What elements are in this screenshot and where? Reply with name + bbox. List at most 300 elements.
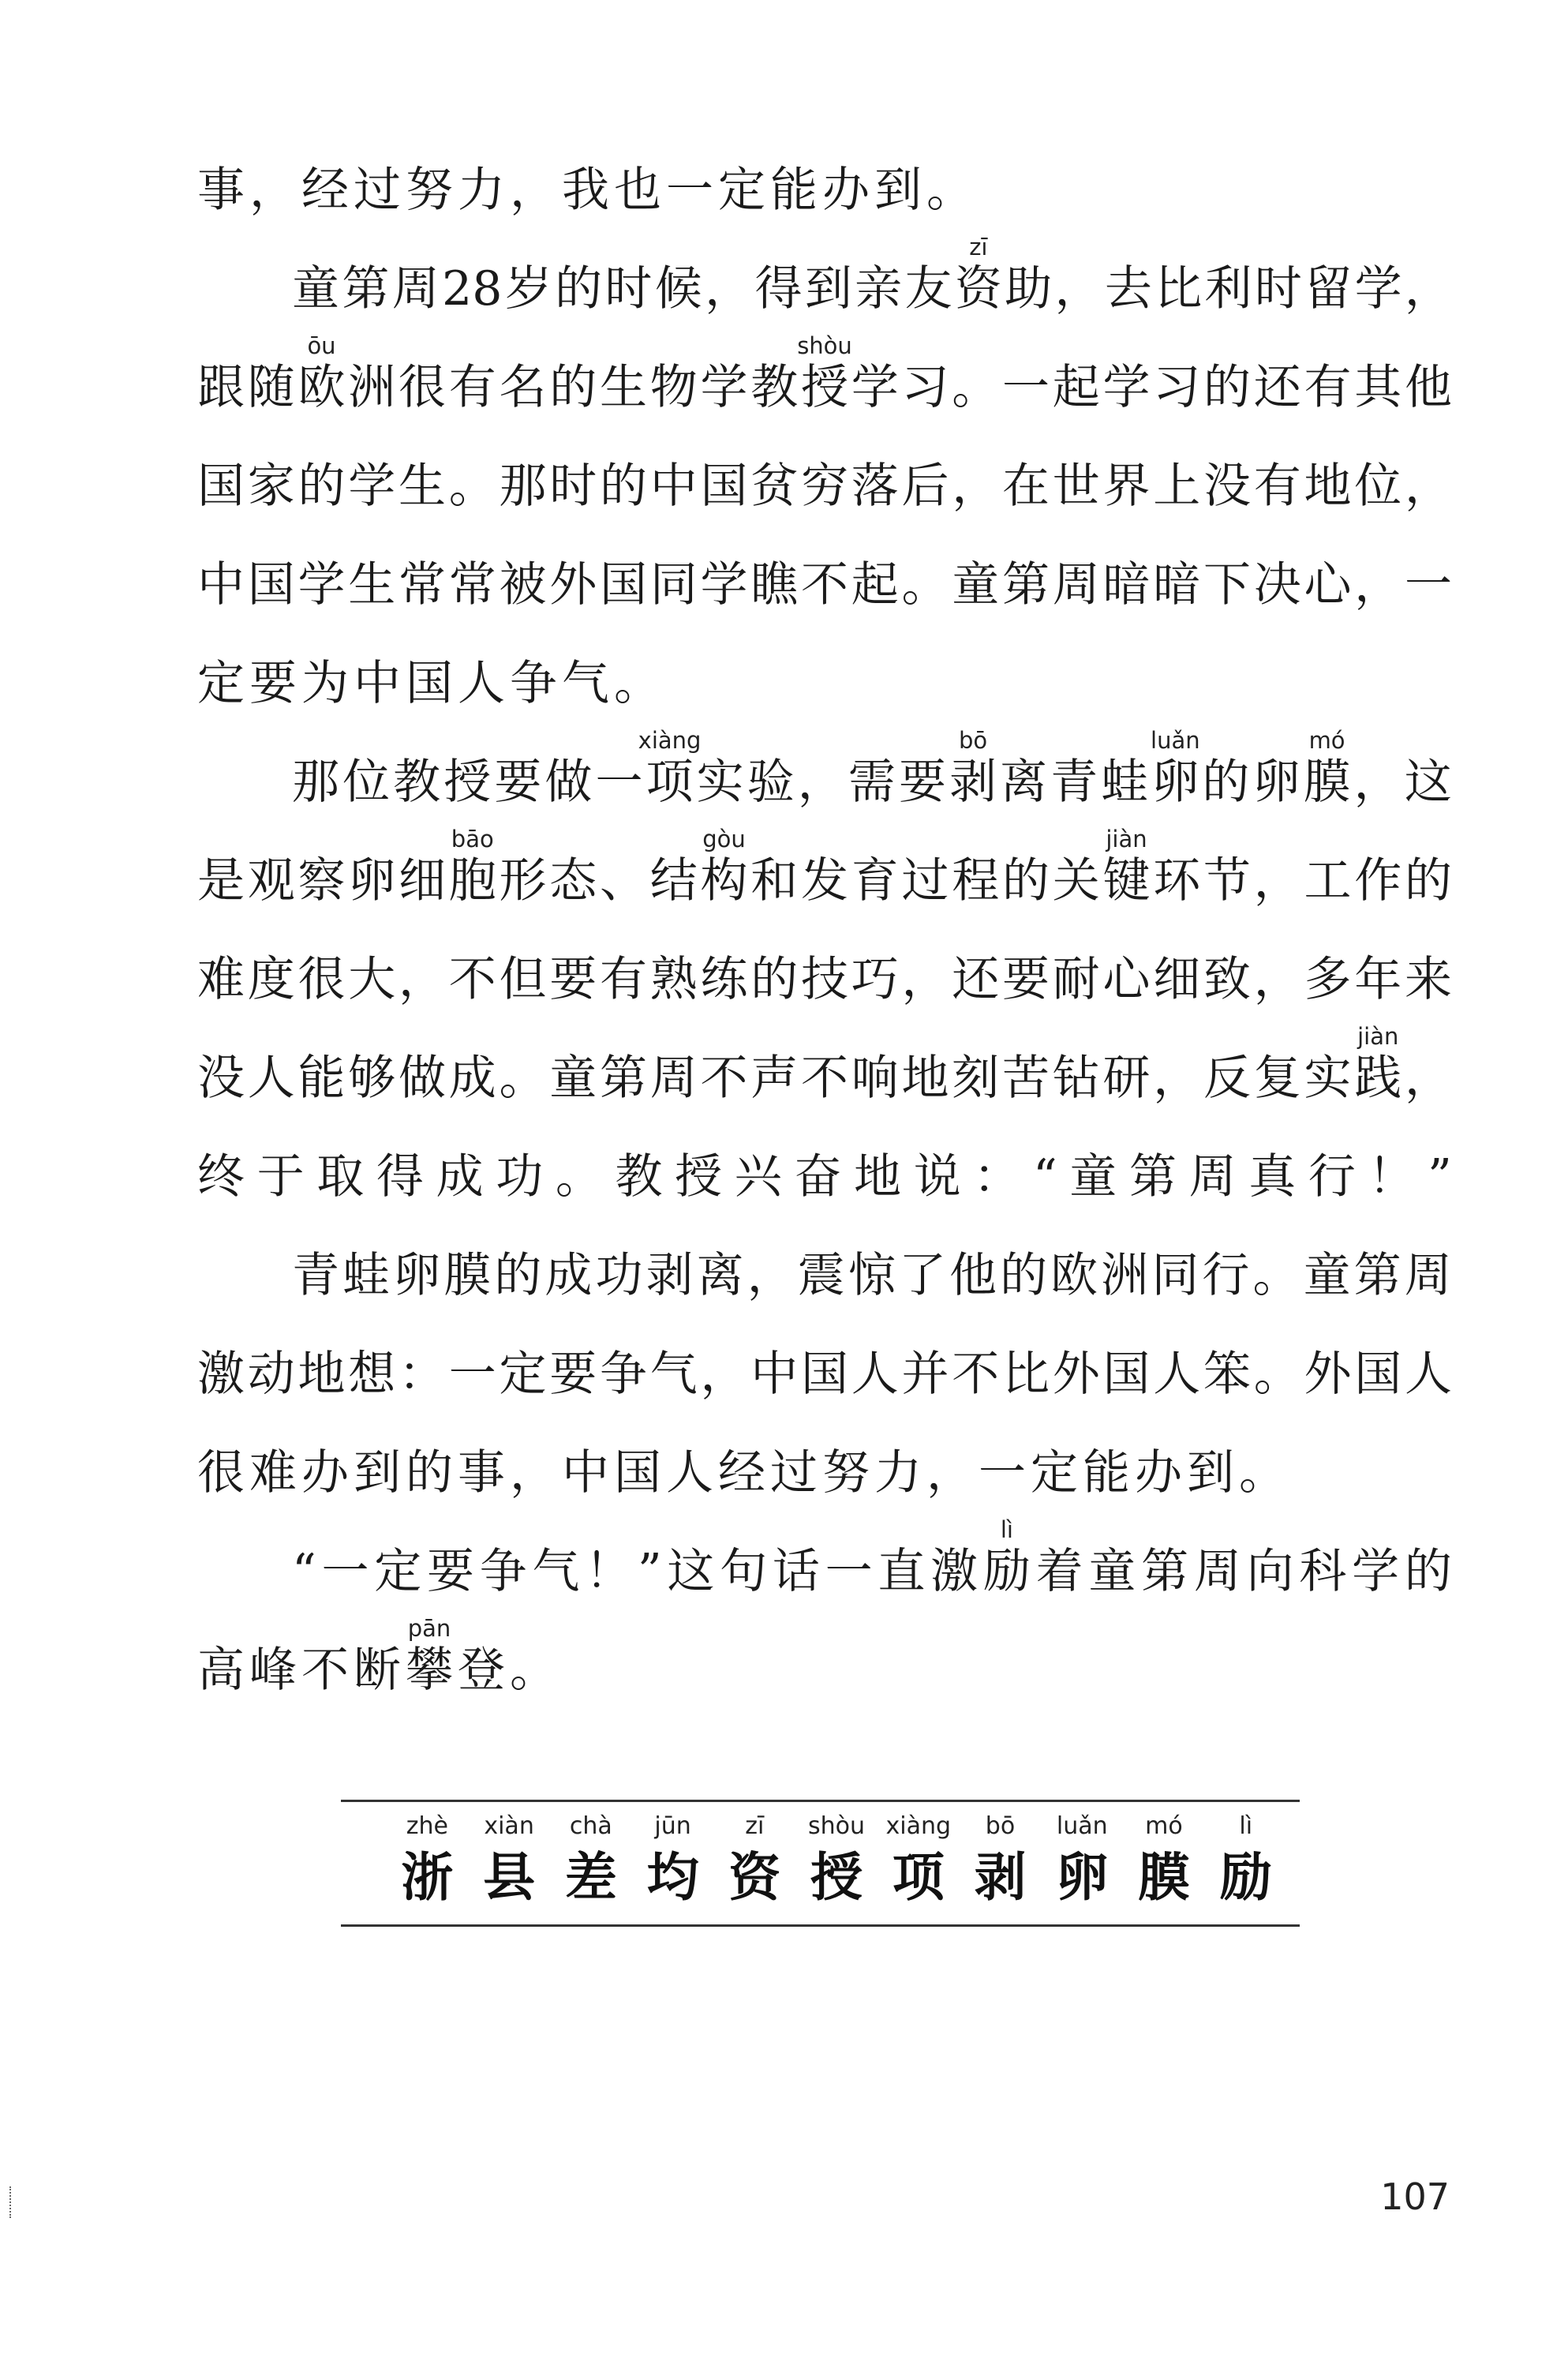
character <box>798 1247 845 1304</box>
character-text: 终 <box>197 1149 245 1205</box>
character-text: 欧 <box>298 360 346 415</box>
character-text: 授 <box>801 360 848 415</box>
character <box>298 852 346 909</box>
character <box>500 458 547 515</box>
character <box>1252 1247 1300 1304</box>
annotated-character <box>1102 826 1151 909</box>
character <box>406 655 453 712</box>
character <box>604 260 652 317</box>
character <box>854 1148 901 1205</box>
character-text: 争 <box>479 1544 527 1599</box>
character-text: 很 <box>197 1445 245 1501</box>
character-text: ， <box>901 952 949 1007</box>
character <box>399 1346 446 1403</box>
character <box>646 1247 694 1304</box>
character <box>1101 754 1148 811</box>
annotated-character <box>700 826 748 909</box>
character <box>197 1444 245 1501</box>
character <box>1005 260 1052 317</box>
character <box>1083 1444 1130 1501</box>
character-text: 的 <box>298 459 346 514</box>
character-text: 第 <box>1002 557 1050 613</box>
vocab-pinyin: bō <box>985 1812 1016 1840</box>
vocab-item <box>796 1804 878 1914</box>
character-text: 得 <box>376 1149 424 1205</box>
character-text: 童 <box>1069 1149 1117 1205</box>
character <box>406 1444 453 1501</box>
character <box>399 852 446 909</box>
character <box>1205 260 1252 317</box>
character <box>1304 556 1352 613</box>
character-text: 剥 <box>646 1248 694 1303</box>
character <box>902 1346 949 1403</box>
character-text: ， <box>1405 1051 1452 1106</box>
character <box>298 1050 346 1107</box>
character <box>248 852 295 909</box>
character <box>1153 852 1200 909</box>
character <box>750 458 798 515</box>
character-text: 了 <box>898 1248 946 1303</box>
character-text: 的 <box>549 360 597 415</box>
character <box>1354 754 1401 811</box>
character-text: 能 <box>298 1051 346 1106</box>
character-text: 刻 <box>952 1051 1000 1106</box>
character-text: 直 <box>878 1544 926 1599</box>
text-line <box>197 826 1452 909</box>
character <box>374 1543 421 1600</box>
character <box>747 1247 795 1304</box>
character-text: 于 <box>256 1149 305 1205</box>
annotated-character <box>797 332 852 416</box>
character-text: 利 <box>1204 261 1252 317</box>
character <box>1255 260 1302 317</box>
vocab-item <box>1042 1804 1123 1914</box>
character <box>249 162 297 219</box>
character <box>952 951 999 1008</box>
character <box>406 162 453 219</box>
annotated-character <box>298 332 346 416</box>
character <box>770 162 818 219</box>
character-text: 气 <box>562 656 609 711</box>
character-text: 行 <box>1308 1149 1356 1205</box>
character <box>902 951 949 1008</box>
character-text: 来 <box>1405 952 1452 1007</box>
character-text: 国 <box>406 656 453 711</box>
character <box>1405 260 1452 317</box>
character <box>1050 754 1098 811</box>
character <box>494 1247 541 1304</box>
vocab-item <box>1205 1804 1286 1914</box>
character <box>801 458 848 515</box>
character-text: 友 <box>904 261 952 317</box>
character-text: 留 <box>1304 261 1353 317</box>
character <box>197 951 245 1008</box>
character <box>595 1247 642 1304</box>
character-text: ！ <box>1368 1149 1416 1205</box>
character <box>562 162 609 219</box>
character-text: ， <box>797 755 845 810</box>
character <box>805 260 852 317</box>
character-text: 键 <box>1102 853 1151 909</box>
character-text: 过 <box>901 853 949 909</box>
character <box>1203 951 1251 1008</box>
character <box>1308 1148 1356 1205</box>
character-text: 中 <box>354 656 401 711</box>
character <box>914 1148 961 1205</box>
character-text: 说 <box>913 1149 961 1205</box>
character <box>904 260 952 317</box>
character <box>750 556 798 613</box>
character <box>1354 556 1401 613</box>
character <box>354 1444 401 1501</box>
character-text: 断 <box>354 1643 401 1698</box>
character-text: 激 <box>930 1544 979 1599</box>
character-text: 还 <box>1253 360 1301 415</box>
character <box>494 754 541 811</box>
character-text: 技 <box>801 952 848 1007</box>
character <box>1053 951 1100 1008</box>
character <box>1053 359 1100 416</box>
character-text: 洲 <box>1101 1248 1149 1303</box>
character-text: 到 <box>874 163 922 218</box>
vocab-character: 膜 <box>1137 1847 1190 1908</box>
character <box>556 1148 603 1205</box>
character-text: 生 <box>348 557 396 613</box>
character-text: 学 <box>298 557 346 613</box>
text-line <box>197 1023 1452 1107</box>
character-text: 要 <box>1002 952 1050 1007</box>
character <box>1405 1247 1452 1304</box>
character <box>794 1148 841 1205</box>
character-text: 学 <box>348 459 396 514</box>
character-text: ！ <box>585 1544 633 1599</box>
character <box>249 655 297 712</box>
character <box>480 1543 527 1600</box>
character <box>1254 556 1301 613</box>
character-text: 蛙 <box>342 1248 391 1303</box>
character <box>902 359 949 416</box>
character <box>197 162 245 219</box>
character <box>701 458 748 515</box>
character-text: 峰 <box>249 1643 297 1698</box>
pinyin-annotation: shòu <box>797 332 852 359</box>
annotated-character <box>638 727 702 811</box>
vocab-item <box>714 1804 795 1914</box>
character <box>1304 260 1352 317</box>
text-line <box>292 727 1452 811</box>
character <box>701 951 748 1008</box>
character <box>399 556 446 613</box>
character-text: 周 <box>391 261 440 317</box>
character-text: 很 <box>399 360 446 415</box>
character <box>600 1050 647 1107</box>
character <box>825 1543 873 1600</box>
character-text: 中 <box>197 557 245 613</box>
character-text: 为 <box>301 656 349 711</box>
character-text: 学 <box>1102 360 1151 415</box>
character-text: 的 <box>555 261 603 317</box>
character <box>600 556 647 613</box>
text-line <box>197 655 1452 712</box>
annotated-character <box>954 234 1002 317</box>
vocab-pinyin: lì <box>1239 1812 1253 1840</box>
character <box>1151 1247 1199 1304</box>
pinyin-annotation: ōu <box>307 332 336 359</box>
character-text: 第 <box>600 1051 647 1106</box>
character <box>650 1346 698 1403</box>
character <box>735 1148 782 1205</box>
character <box>458 655 505 712</box>
character <box>1304 359 1352 416</box>
character-text: 奋 <box>794 1149 842 1205</box>
character <box>801 852 848 909</box>
character <box>1254 1050 1301 1107</box>
character-text: 童 <box>292 261 339 317</box>
character <box>1354 852 1401 909</box>
character <box>1053 556 1100 613</box>
character-text: ， <box>705 261 753 317</box>
character-text: 中 <box>750 1347 799 1402</box>
character-text: 第 <box>1128 1149 1177 1205</box>
character <box>544 754 592 811</box>
character-text: 。 <box>1253 1347 1301 1402</box>
character-text: 是 <box>197 853 245 909</box>
character-text: 候 <box>654 261 702 317</box>
pinyin-annotation: mó <box>1308 727 1345 754</box>
character-text: 膜 <box>1303 755 1351 810</box>
character-text: 事 <box>458 1445 505 1501</box>
character <box>1254 458 1301 515</box>
character <box>595 754 642 811</box>
character-text: 地 <box>901 1051 949 1106</box>
character-text: 的 <box>1203 360 1251 415</box>
character <box>1203 852 1251 909</box>
character-text: 这 <box>667 1544 715 1599</box>
character <box>1189 1148 1237 1205</box>
character <box>899 1247 946 1304</box>
character <box>505 260 552 317</box>
character-text: 的 <box>600 459 647 514</box>
character-text: 蛙 <box>1101 755 1149 810</box>
character <box>1304 1247 1351 1304</box>
vocab-item <box>469 1804 550 1914</box>
character-text: 定 <box>374 1544 422 1599</box>
character-text: 学 <box>700 360 748 415</box>
character <box>1002 556 1050 613</box>
character-text: “ <box>292 1544 316 1599</box>
character-text: 察 <box>298 853 346 909</box>
character-text: 到 <box>804 261 852 317</box>
character-text: 力 <box>874 1445 922 1501</box>
character <box>510 1444 557 1501</box>
character <box>851 852 899 909</box>
character-text: 童 <box>549 1051 597 1106</box>
character-text: 国 <box>600 557 647 613</box>
character <box>801 951 848 1008</box>
character <box>298 951 346 1008</box>
character <box>1304 1050 1352 1107</box>
vocab-item <box>387 1804 468 1914</box>
character <box>952 852 999 909</box>
character-text: 也 <box>614 163 661 218</box>
character <box>952 1346 999 1403</box>
character-text: 致 <box>1203 952 1251 1007</box>
character-text: 被 <box>499 557 547 613</box>
vocab-list <box>387 1804 1286 1914</box>
character <box>292 754 339 811</box>
character <box>798 754 845 811</box>
character-text: 真 <box>1248 1149 1297 1205</box>
character-text: 践 <box>1354 1051 1402 1106</box>
character-text: 。 <box>1239 1445 1286 1501</box>
character-text: 取 <box>316 1149 365 1205</box>
character <box>1405 754 1452 811</box>
character <box>449 1050 496 1107</box>
character-text: 起 <box>1052 360 1100 415</box>
character <box>321 1543 369 1600</box>
character-text: 成 <box>544 1248 593 1303</box>
character-text: 耐 <box>1052 952 1100 1007</box>
character-text: 世 <box>1052 459 1100 514</box>
text-line <box>292 1516 1452 1600</box>
character <box>1405 951 1452 1008</box>
character-text: 够 <box>348 1051 396 1106</box>
character-text: 剥 <box>949 755 997 810</box>
character-text: 离 <box>1000 755 1048 810</box>
character <box>952 458 999 515</box>
character-text: ， <box>1405 459 1452 514</box>
character-text: 其 <box>1354 360 1402 415</box>
character-text: 授 <box>443 755 492 810</box>
page-number: 107 <box>1380 2175 1450 2218</box>
character <box>1354 951 1401 1008</box>
character-text: 多 <box>1304 952 1352 1007</box>
character-text: 第 <box>342 261 390 317</box>
character <box>952 1050 999 1107</box>
character <box>822 162 870 219</box>
character <box>650 359 698 416</box>
pinyin-annotation: pān <box>407 1615 451 1642</box>
character <box>1105 260 1152 317</box>
vocab-pinyin: zhè <box>406 1812 448 1840</box>
character-text: 我 <box>562 163 609 218</box>
character-text: 跟 <box>197 360 245 415</box>
character <box>348 1346 395 1403</box>
character <box>705 260 752 317</box>
character-text: 一 <box>321 1544 369 1599</box>
character-text: 周 <box>1404 1248 1452 1303</box>
character-text: 。 <box>926 163 974 218</box>
character <box>848 1247 896 1304</box>
character <box>718 1444 765 1501</box>
vocab-bottom-rule <box>341 1924 1300 1927</box>
character-text: 的 <box>1404 1544 1452 1599</box>
text-line <box>197 332 1452 416</box>
character-text: 气 <box>532 1544 580 1599</box>
character-text: 难 <box>249 1445 297 1501</box>
character <box>248 556 295 613</box>
vocab-pinyin: jūn <box>654 1812 691 1840</box>
character-text: 比 <box>1002 1347 1050 1402</box>
character-text: 。 <box>510 1643 557 1698</box>
character-text: 这 <box>1404 755 1452 810</box>
character <box>348 458 395 515</box>
character <box>720 1543 767 1600</box>
character <box>930 1543 978 1600</box>
character-text: 时 <box>549 459 597 514</box>
character <box>197 1346 245 1403</box>
vocab-pinyin: chà <box>569 1812 612 1840</box>
character <box>342 754 390 811</box>
character <box>354 655 401 712</box>
character <box>392 260 440 317</box>
character <box>1055 260 1102 317</box>
character <box>1002 1050 1050 1107</box>
pinyin-annotation: bāo <box>451 826 494 852</box>
character-text: 助 <box>1005 261 1053 317</box>
character <box>878 1543 925 1600</box>
character-text: ， <box>1253 952 1301 1007</box>
character <box>292 1247 339 1304</box>
character-text: 攀 <box>406 1643 453 1698</box>
character-text: 。 <box>555 1149 603 1205</box>
character-text: 第 <box>1353 1248 1401 1303</box>
character-text: 练 <box>700 952 748 1007</box>
character-text: 一 <box>448 1347 496 1402</box>
character <box>747 754 795 811</box>
character <box>666 1444 713 1501</box>
character <box>1405 1346 1452 1403</box>
text-line <box>197 1346 1452 1403</box>
character-text: 要 <box>426 1544 474 1599</box>
character-text: 高 <box>197 1643 245 1698</box>
character-text: 作 <box>1354 853 1402 909</box>
vocab-pinyin: mó <box>1145 1812 1183 1840</box>
character-text: 物 <box>649 360 698 415</box>
character-text: ， <box>700 1347 748 1402</box>
character <box>399 1050 446 1107</box>
character <box>1304 951 1352 1008</box>
character-text: 实 <box>696 755 744 810</box>
pinyin-annotation: bō <box>958 727 988 754</box>
character-text: ， <box>1153 1051 1201 1106</box>
character-text: 兴 <box>734 1149 782 1205</box>
character <box>701 556 748 613</box>
character-text: 到 <box>1187 1445 1234 1501</box>
character <box>500 556 547 613</box>
vocab-character: 卵 <box>1056 1847 1109 1908</box>
character-text: 青 <box>1050 755 1098 810</box>
character-text: ， <box>249 163 297 218</box>
character-text: 的 <box>1202 755 1250 810</box>
character-text: 亲 <box>855 261 903 317</box>
character-text: ， <box>1353 755 1401 810</box>
character <box>615 1148 662 1205</box>
character <box>248 1346 295 1403</box>
character <box>701 1050 748 1107</box>
character-text: 国 <box>801 1347 848 1402</box>
character <box>1304 852 1352 909</box>
character <box>979 1444 1026 1501</box>
character <box>585 1543 632 1600</box>
character <box>393 754 440 811</box>
character <box>750 1346 798 1403</box>
character-text: ， <box>399 952 446 1007</box>
character-text: 争 <box>510 656 557 711</box>
character <box>348 951 395 1008</box>
character-text: 中 <box>562 1445 609 1501</box>
character-text: 。 <box>952 360 1000 415</box>
